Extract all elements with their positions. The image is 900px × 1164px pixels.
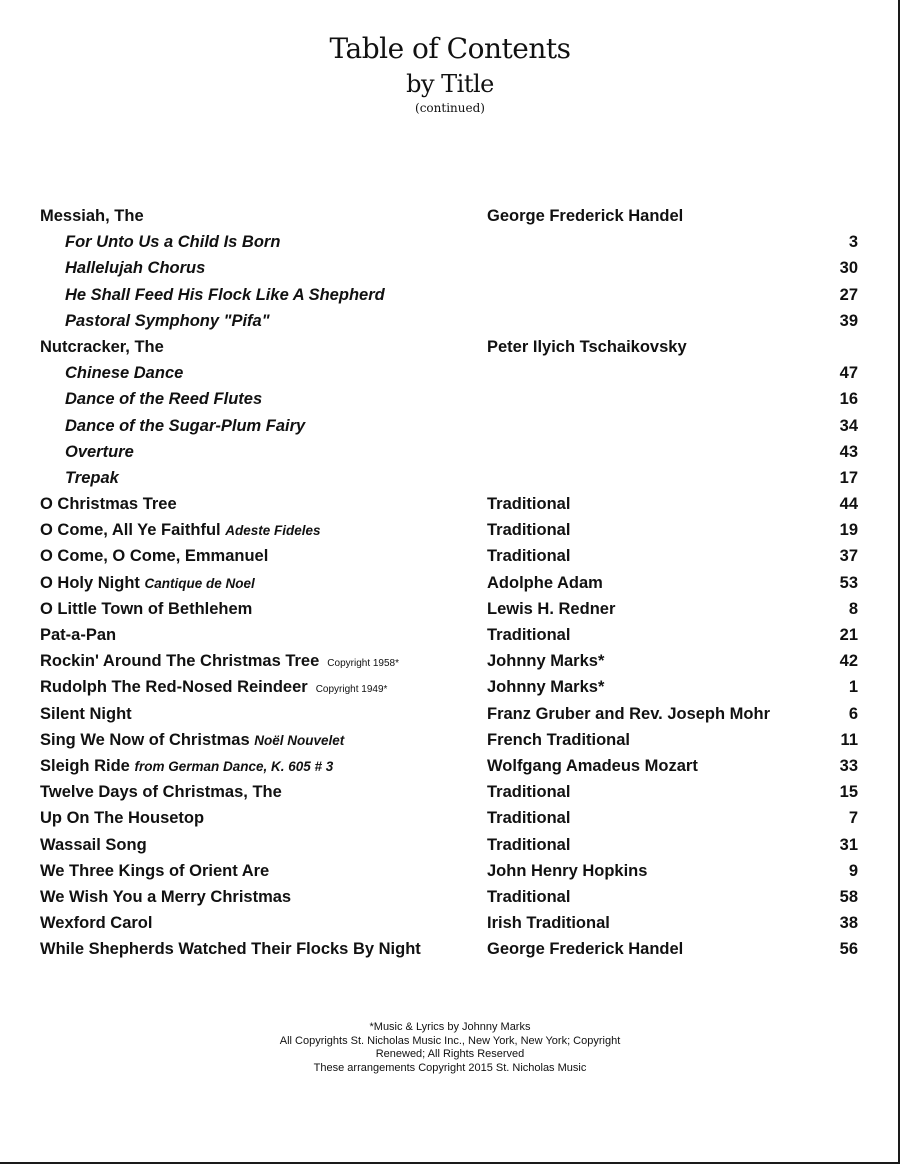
entry-title-text: Sing We Now of Christmas (40, 730, 250, 749)
toc-entry (0, 596, 900, 622)
entry-composer: Traditional (487, 521, 571, 540)
entry-title-text: Hallelujah Chorus (65, 259, 206, 278)
footer-line: These arrangements Copyright 2015 St. Nicholas Music (313, 1061, 587, 1074)
entry-title-text: Rockin' Around The Christmas Tree (40, 652, 320, 671)
entry-composer: Wolfgang Amadeus Mozart (487, 756, 698, 775)
toc-entry (0, 203, 900, 229)
entry-title (40, 753, 333, 780)
entry-title-text: We Three Kings of Orient Are (40, 861, 270, 880)
toc-subentry (0, 386, 900, 412)
entry-title-text: For Unto Us a Child Is Born (65, 233, 281, 252)
entry-title (65, 413, 305, 439)
entry-page-number: 39 (839, 311, 858, 330)
entry-title (40, 805, 204, 831)
entry-page-number: 15 (839, 783, 858, 802)
entry-title (40, 334, 164, 360)
entry-title-text: Rudolph The Red-Nosed Reindeer (40, 678, 308, 697)
toc-entry (0, 832, 900, 858)
entry-page-number: 1 (848, 678, 858, 697)
toc-subentry (0, 439, 900, 465)
entry-title (40, 596, 252, 622)
entry-composer: George Frederick Handel (487, 207, 684, 225)
entry-title-text: We Wish You a Merry Christmas (40, 887, 292, 906)
entry-title-text: O Christmas Tree (40, 495, 177, 514)
entry-page-number: 27 (839, 285, 858, 304)
entry-title (40, 858, 269, 884)
entry-composer: Adolphe Adam (487, 573, 603, 592)
entry-title-text: O Little Town of Bethlehem (40, 599, 253, 618)
entry-alt-title: Noël Nouvelet (254, 732, 345, 748)
toc-entry (0, 779, 900, 805)
entry-page-number: 34 (839, 416, 858, 435)
entry-title-text: While Shepherds Watched Their Flocks By Night (40, 940, 421, 959)
entry-page-number: 30 (839, 259, 858, 278)
toc-entry (0, 622, 900, 648)
entry-title-text: Messiah, The (40, 207, 144, 225)
entry-title-text: Wexford Carol (40, 914, 153, 933)
entry-title-text: O Holy Night (40, 573, 140, 592)
entry-composer: Franz Gruber and Rev. Joseph Mohr (487, 704, 770, 723)
toc-entry (0, 334, 900, 360)
toc-entry (0, 910, 900, 936)
entry-title (65, 255, 205, 281)
entry-title (40, 936, 421, 962)
entry-page-number: 19 (839, 521, 858, 540)
entry-title (40, 779, 282, 805)
entry-title-text: O Come, All Ye Faithful (40, 521, 221, 540)
continued-label: (continued) (415, 101, 485, 115)
entry-composer: French Traditional (487, 730, 631, 749)
entry-alt-title: from German Dance, K. 605 # 3 (134, 758, 334, 774)
toc-entry (0, 727, 900, 753)
entry-page-number: 6 (848, 704, 858, 723)
toc-entry (0, 884, 900, 910)
entry-title (40, 910, 152, 936)
toc-entry (0, 491, 900, 517)
toc-entry (0, 648, 900, 674)
page-subtitle: by Title (406, 70, 494, 98)
entry-title (40, 517, 321, 544)
entry-composer: Johnny Marks* (487, 652, 605, 671)
toc-entry (0, 701, 900, 727)
entry-composer: Traditional (487, 835, 571, 854)
entry-title (65, 360, 183, 386)
entry-page-number: 56 (839, 940, 858, 959)
page-title: Table of Contents (329, 32, 571, 65)
entry-title (40, 570, 255, 597)
entry-composer: Johnny Marks* (487, 678, 605, 697)
toc-entry (0, 674, 900, 700)
entry-title-text: Pastoral Symphony "Pifa" (65, 311, 270, 330)
entry-title (40, 727, 344, 754)
entry-page-number: 8 (848, 599, 858, 618)
entry-title (65, 229, 280, 255)
footer-line: All Copyrights St. Nicholas Music Inc., New York, New York; Copyright (279, 1034, 621, 1047)
entry-title (40, 674, 387, 703)
toc-subentry (0, 413, 900, 439)
toc-subentry (0, 308, 900, 334)
toc-entry (0, 936, 900, 962)
entry-title-text: Chinese Dance (65, 364, 184, 383)
entry-page-number: 11 (840, 730, 858, 749)
entry-title (40, 884, 291, 910)
entry-title (40, 203, 144, 229)
toc-entry (0, 753, 900, 779)
toc-subentry (0, 360, 900, 386)
entry-title (65, 465, 119, 491)
entry-title (65, 282, 385, 308)
entry-page-number: 38 (839, 914, 858, 933)
entry-title (65, 386, 262, 412)
entry-title-text: Sleigh Ride (40, 756, 130, 775)
toc-subentry (0, 255, 900, 281)
entry-title-text: Up On The Housetop (40, 809, 205, 828)
entry-title-text: Dance of the Reed Flutes (65, 390, 263, 409)
copyright-footer (0, 1021, 900, 1075)
entry-title (40, 543, 268, 569)
entry-composer: George Frederick Handel (487, 940, 684, 959)
entry-page-number: 47 (839, 364, 858, 383)
entry-title-text: Silent Night (40, 704, 132, 723)
entry-composer: Traditional (487, 783, 571, 802)
toc-entry (0, 517, 900, 543)
entry-page-number: 31 (839, 835, 858, 854)
entry-title (65, 308, 270, 334)
entry-composer: Traditional (487, 547, 571, 566)
entry-title-text: He Shall Feed His Flock Like A Shepherd (65, 285, 385, 304)
entry-copyright: Copyright 1958* (327, 658, 400, 670)
toc-entry (0, 570, 900, 596)
entry-alt-title: Adeste Fideles (225, 523, 321, 539)
entry-composer: John Henry Hopkins (487, 861, 648, 880)
entry-title-text: Twelve Days of Christmas, The (40, 783, 282, 802)
entry-composer: Irish Traditional (487, 914, 610, 933)
entry-page-number: 3 (848, 233, 858, 252)
entry-composer: Traditional (487, 626, 571, 644)
entry-page-number: 16 (839, 390, 858, 409)
entry-title-text: Trepak (65, 468, 119, 487)
entry-page-number: 17 (839, 468, 858, 487)
table-of-contents (0, 203, 900, 962)
entry-page-number: 44 (839, 495, 858, 514)
entry-title (40, 832, 147, 858)
toc-subentry (0, 282, 900, 308)
entry-page-number: 7 (848, 809, 858, 828)
entry-page-number: 21 (839, 626, 858, 644)
entry-composer: Traditional (487, 809, 571, 828)
entry-copyright: Copyright 1949* (315, 684, 388, 696)
entry-page-number: 53 (839, 573, 858, 592)
entry-page-number: 42 (839, 652, 858, 671)
entry-title (40, 491, 177, 517)
entry-composer: Peter Ilyich Tschaikovsky (487, 337, 687, 356)
footer-line: *Music & Lyrics by Johnny Marks (369, 1021, 531, 1033)
entry-page-number: 9 (848, 861, 858, 880)
entry-title-text: Pat-a-Pan (40, 626, 117, 644)
entry-page-number: 43 (839, 442, 858, 461)
toc-subentry (0, 229, 900, 255)
entry-page-number: 58 (839, 887, 858, 906)
toc-entry (0, 858, 900, 884)
entry-title (40, 648, 399, 677)
entry-alt-title: Cantique de Noel (144, 575, 255, 591)
toc-entry (0, 543, 900, 569)
entry-page-number: 33 (839, 756, 858, 775)
entry-page-number: 37 (839, 547, 858, 566)
entry-title-text: Dance of the Sugar-Plum Fairy (65, 416, 306, 435)
toc-subentry (0, 465, 900, 491)
entry-composer: Traditional (487, 887, 571, 906)
entry-title (40, 701, 132, 727)
entry-composer: Lewis H. Redner (487, 599, 616, 618)
entry-title-text: O Come, O Come, Emmanuel (40, 547, 269, 566)
entry-title (65, 439, 134, 465)
footer-line: Renewed; All Rights Reserved (375, 1048, 525, 1060)
entry-title-text: Nutcracker, The (40, 337, 164, 356)
entry-title (40, 622, 116, 648)
page-header (0, 30, 900, 116)
entry-title-text: Wassail Song (40, 835, 147, 854)
entry-composer: Traditional (487, 495, 571, 514)
entry-title-text: Overture (65, 442, 134, 461)
toc-entry (0, 805, 900, 831)
